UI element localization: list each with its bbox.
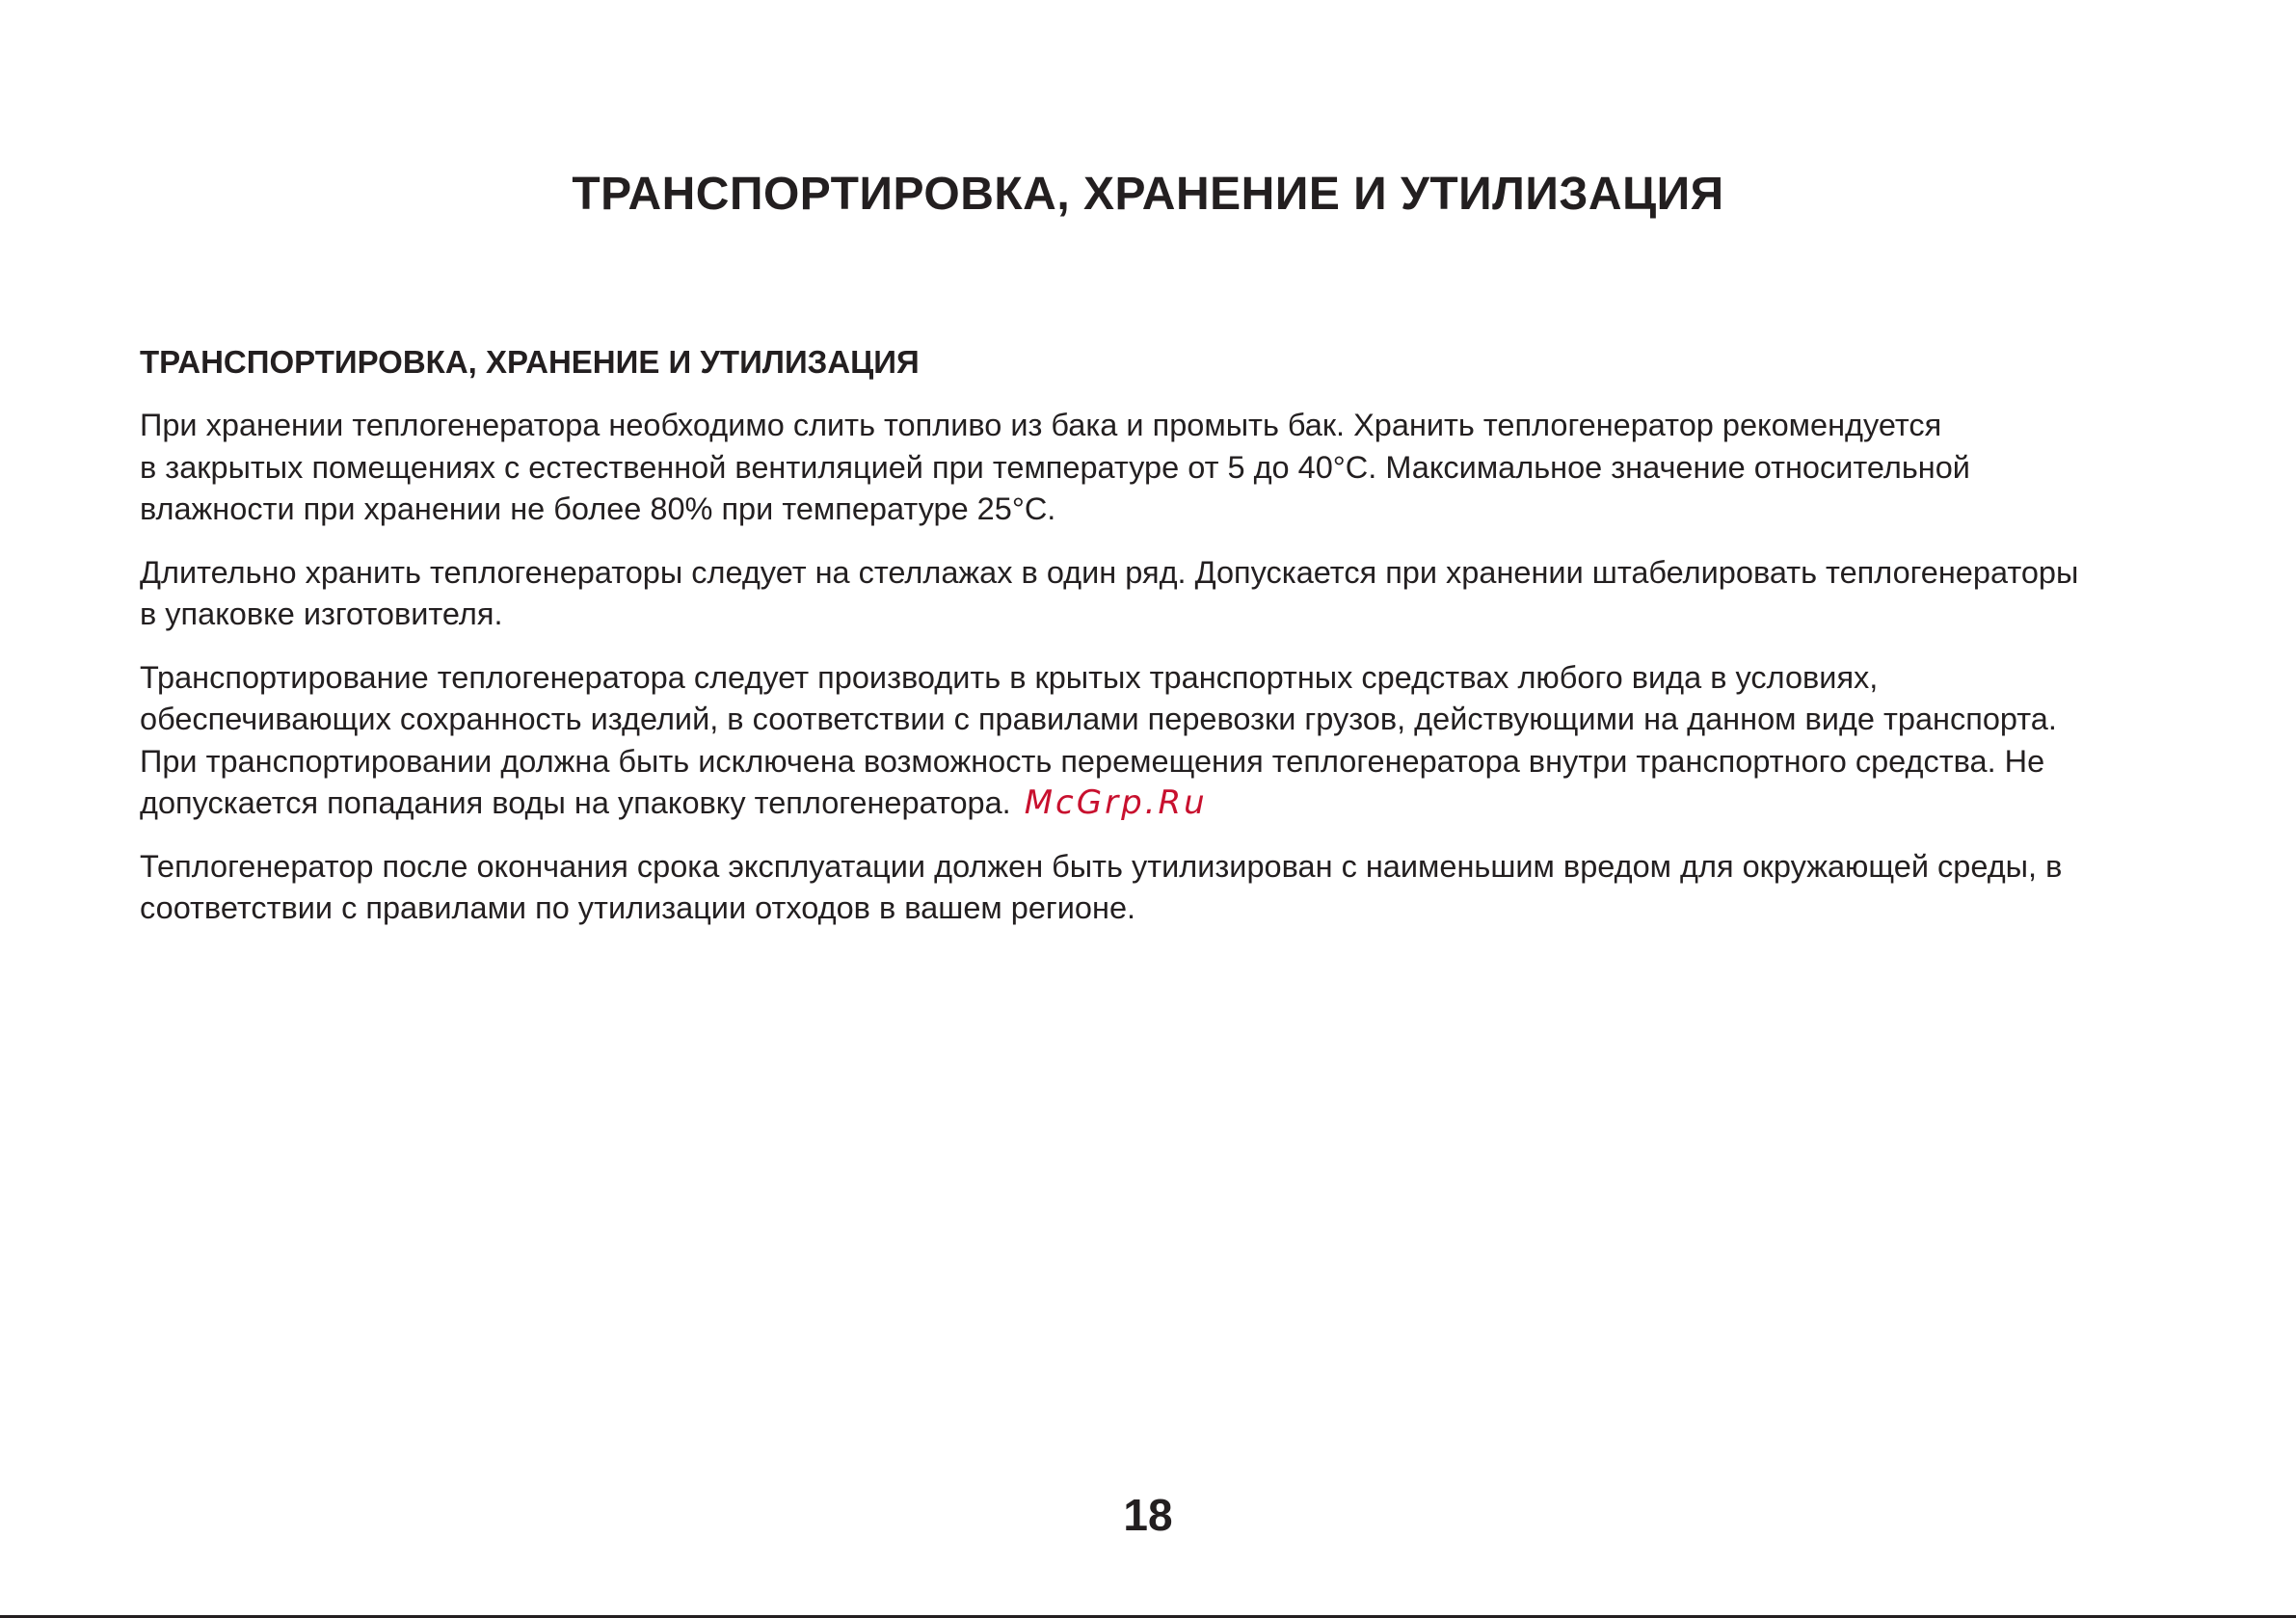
page-title: ТРАНСПОРТИРОВКА, ХРАНЕНИЕ И УТИЛИЗАЦИЯ	[572, 169, 1724, 220]
paragraph-line: Длительно хранить теплогенераторы следует на стеллажах в один ряд. Допускается при хранении штабелировать теплогенераторы	[140, 554, 2079, 590]
content-section	[140, 341, 2174, 951]
paragraph-transportation	[140, 657, 2174, 825]
paragraph-line	[140, 782, 2174, 825]
paragraph-line: обеспечивающих сохранность изделий, в соответствии с правилами перевозки грузов, действующими на данном виде транспорта.	[140, 702, 2057, 736]
paragraph-disposal	[140, 846, 2174, 930]
paragraph-line: При хранении теплогенератора необходимо слить топливо из бака и промыть бак. Хранить теплогенератор рекомендуется	[140, 408, 1942, 442]
paragraph-line: в упаковке изготовителя.	[140, 597, 503, 631]
paragraph-line: Теплогенератор после окончания срока эксплуатации должен быть утилизирован с наименьшим вредом для окружающей среды, в	[140, 848, 2063, 884]
paragraph-line-text: допускается попадания воды на упаковку теплогенератора.	[140, 785, 1011, 820]
paragraph-line: влажности при хранении не более 80% при температуре 25°С.	[140, 491, 1056, 526]
paragraph-storage	[140, 405, 2174, 531]
watermark: McGrp.Ru	[1024, 783, 1208, 822]
paragraph-line: соответствии с правилами по утилизации отходов в вашем регионе.	[140, 890, 1136, 925]
paragraph-line: Транспортирование теплогенератора следует производить в крытых транспортных средствах любого вида в условиях,	[140, 659, 1879, 695]
paragraph-line: При транспортировании должна быть исключена возможность перемещения теплогенератора внутри транспортного средства. Не	[140, 743, 2045, 779]
paragraph-long-term-storage	[140, 552, 2174, 636]
paragraph-line: в закрытых помещениях с естественной вентиляцией при температуре от 5 до 40°С. Максимальное значение относительной	[140, 449, 1970, 485]
page-number: 18	[1123, 1490, 1173, 1540]
section-heading: ТРАНСПОРТИРОВКА, ХРАНЕНИЕ И УТИЛИЗАЦИЯ	[140, 344, 920, 380]
